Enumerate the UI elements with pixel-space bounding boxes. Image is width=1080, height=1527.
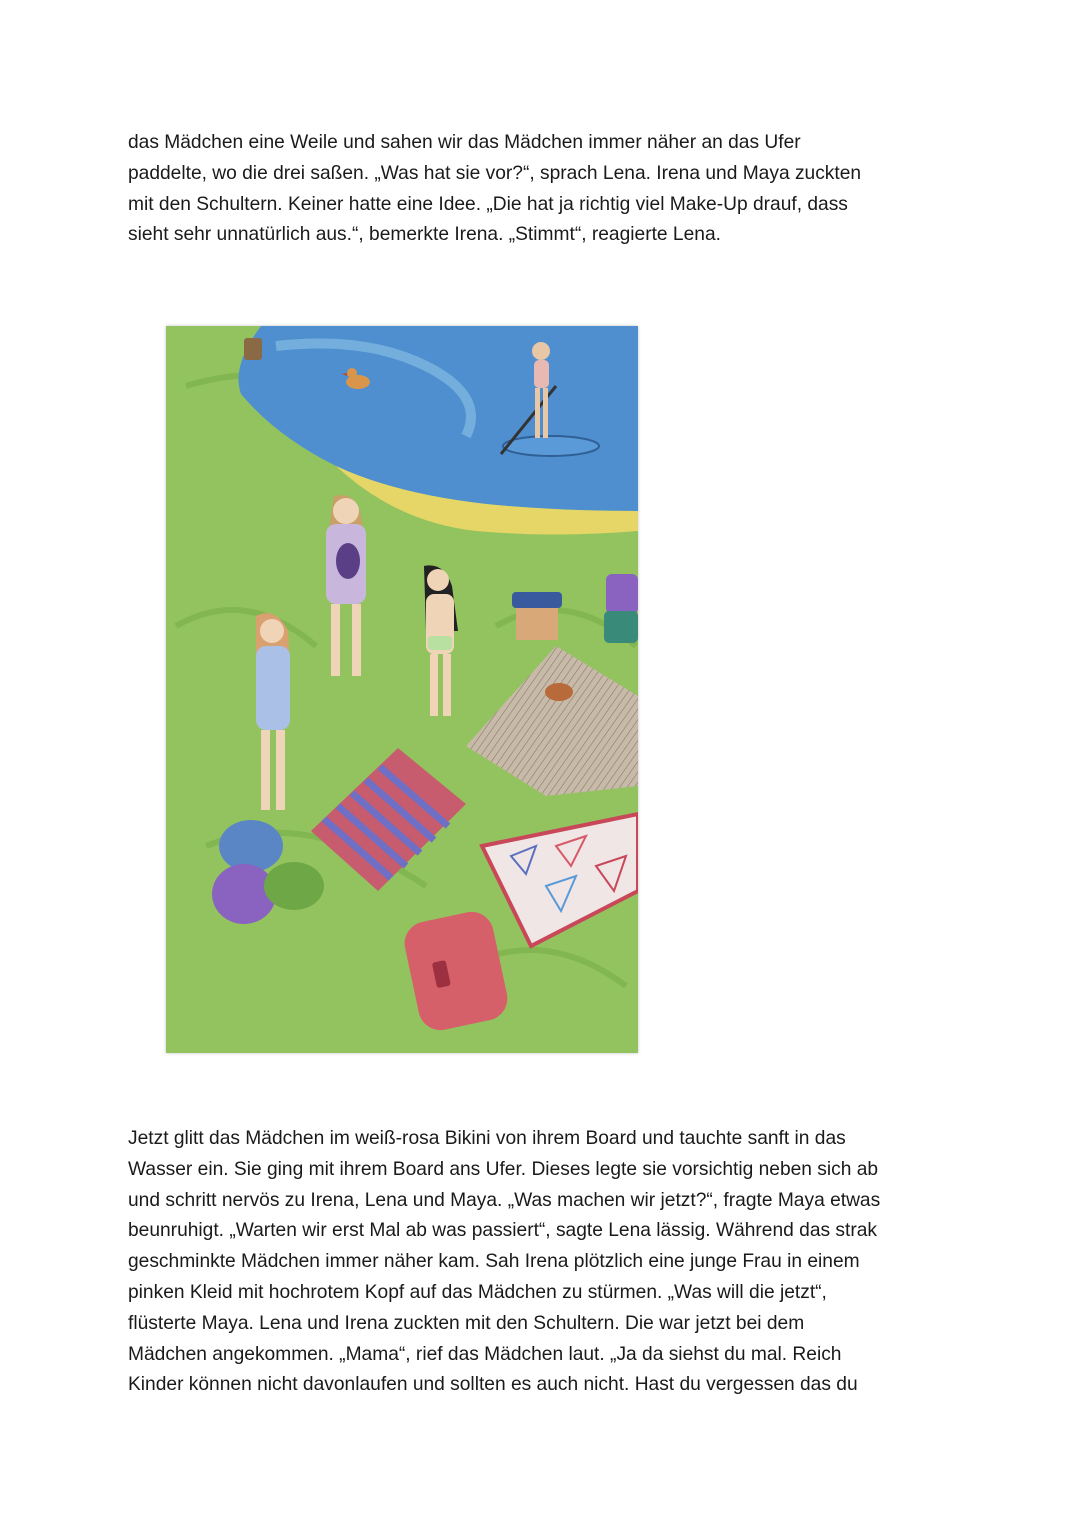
text-line: flüsterte Maya. Lena und Irena zuckten mit den Schultern. Die war jetzt bei dem xyxy=(128,1312,805,1334)
text-line: Kinder können nicht davonlaufen und sollten es auch nicht. Hast du vergessen das du xyxy=(128,1374,858,1396)
paragraph-2 xyxy=(128,1124,958,1401)
text-line: das Mädchen eine Weile und sahen wir das Mädchen immer näher an das Ufer xyxy=(128,132,801,153)
basket xyxy=(545,683,573,701)
text-line: Wasser ein. Sie ging mit ihrem Board ans Ufer. Dieses legte sie vorsichtig neben sich ab xyxy=(128,1158,879,1180)
text-line: sieht sehr unnatürlich aus.“, bemerkte Irena. „Stimmt“, reagierte Lena. xyxy=(128,224,721,246)
cool-box xyxy=(512,592,562,640)
text-line: geschminkte Mädchen immer näher kam. Sah Irena plötzlich eine junge Frau in einem xyxy=(128,1251,860,1273)
text-line: Jetzt glitt das Mädchen im weiß-rosa Bikini von ihrem Board und tauchte sanft in das xyxy=(128,1128,846,1149)
bags-right xyxy=(604,574,638,643)
text-line: paddelte, wo die drei saßen. „Was hat sie vor?“, sprach Lena. Irena und Maya zuckten xyxy=(128,162,862,184)
text-line: mit den Schultern. Keiner hatte eine Idee. „Die hat ja richtig viel Make-Up drauf, dass xyxy=(128,193,848,215)
bucket xyxy=(244,338,262,360)
text-line: Mädchen angekommen. „Mama“, rief das Mädchen laut. „Ja da siehst du mal. Reich xyxy=(128,1343,842,1365)
text-line: und schritt nervös zu Irena, Lena und Maya. „Was machen wir jetzt?“, fragte Maya etwas xyxy=(128,1189,881,1211)
text-line: beunruhigt. „Warten wir erst Mal ab was passiert“, sagte Lena lässig. Während das strak xyxy=(128,1220,877,1242)
paragraph-1 xyxy=(128,128,958,251)
text-line: pinken Kleid mit hochrotem Kopf auf das Mädchen zu stürmen. „Was will die jetzt“, xyxy=(128,1281,827,1303)
paddleboard xyxy=(503,436,599,456)
beach-lake-drawing xyxy=(166,326,638,1053)
